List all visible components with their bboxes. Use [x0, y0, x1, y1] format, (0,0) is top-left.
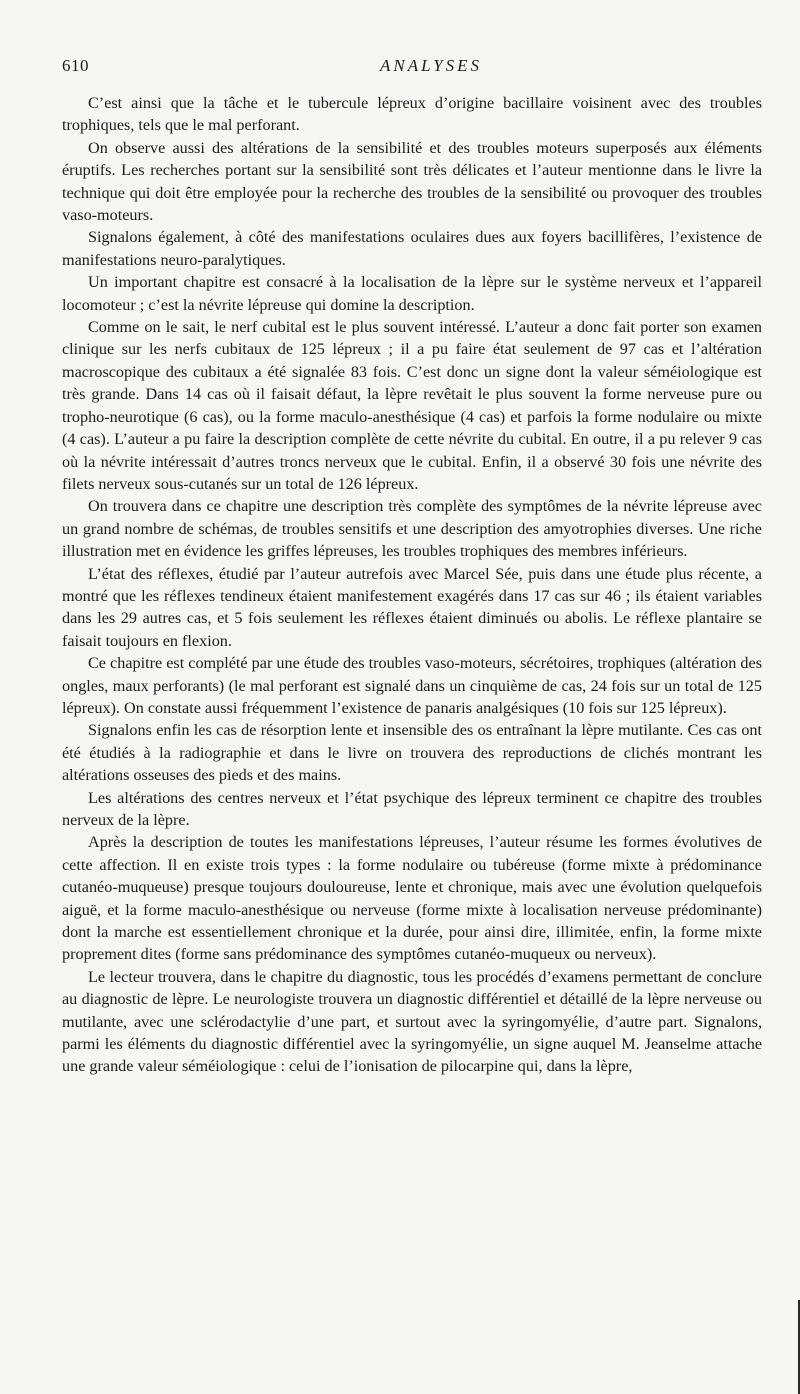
paragraph: On trouvera dans ce chapitre une description très complète des symptômes de la névrite lépreuse avec un grand nombre de schémas, de troubles sensitifs et une description des amyotrophies diverses. Une riche illustration met en évidence les griffes lépreuses, les troubles trophiques des membres inférieurs.: [62, 497, 762, 561]
paragraph: Après la description de toutes les manifestations lépreuses, l’auteur résume les formes évolutives de cette affection. Il en existe trois types : la forme nodulaire ou tubéreuse (forme mixte à prédominance cutanéo-muqueuse) presque toujours douloureuse, lente et chronique, mais avec une évolution quelquefois aiguë, et la forme maculo-anesthésique ou nerveuse (forme mixte à localisation nerveuse prédominante) dont la marche est essentiellement chronique et la durée, pour ainsi dire, illimitée, enfin, la forme mixte proprement dites (forme sans prédominance des symptômes cutanéo-muqueux ou nerveux).: [62, 833, 762, 964]
paragraph: L’état des réflexes, étudié par l’auteur autrefois avec Marcel Sée, puis dans une étude plus récente, a montré que les réflexes tendineux étaient manifestement exagérés dans 17 cas sur 46 ; ils étaient variables dans les 29 autres cas, et 5 fois seulement les réflexes étaient diminués ou abolis. Le réflexe plantaire se faisait toujours en flexion.: [62, 564, 762, 650]
paragraph: Ce chapitre est complété par une étude des troubles vaso-moteurs, sécrétoires, trophiques (altération des ongles, maux perforants) (le mal perforant est signalé dans un cinquième de cas, 24 fois sur un total de 125 lépreux). On constate aussi fréquemment l’existence de panaris analgésiques (10 fois sur 125 lépreux).: [62, 654, 762, 717]
text-body: [62, 92, 762, 1078]
page-header: [62, 56, 760, 80]
paragraph: Les altérations des centres nerveux et l’état psychique des lépreux terminent ce chapitre des troubles nerveux de la lèpre.: [62, 788, 762, 829]
paragraph: C’est ainsi que la tâche et le tubercule lépreux d’origine bacillaire voisinent avec des troubles trophiques, tels que le mal perforant.: [62, 94, 762, 135]
paragraph: Signalons enfin les cas de résorption lente et insensible des os entraînant la lèpre mutilante. Ces cas ont été étudiés à la radiographie et dans le livre on trouvera des reproductions de clichés montrant les altérations osseuses des pieds et des mains.: [62, 721, 762, 785]
paragraph: Le lecteur trouvera, dans le chapitre du diagnostic, tous les procédés d’examens permettant de conclure au diagnostic de lèpre. Le neurologiste trouvera un diagnostic différentiel et détaillé de la lèpre nerveuse ou mutilante, avec une sclérodactylie d’une part, et surtout avec la syringomyélie, d’autre part. Signalons, parmi les éléments du diagnostic différentiel avec la syringomyélie, un signe auquel M. Jeanselme attache une grande valeur séméiologique : celui de l’ionisation de pilocarpine qui, dans la lèpre,: [62, 967, 762, 1076]
paragraph: Comme on le sait, le nerf cubital est le plus souvent intéressé. L’auteur a donc fait porter son examen clinique sur les nerfs cubitaux de 125 lépreux ; il a pu faire état seulement de 97 cas et l’altération macroscopique des cubitaux a été signalée 83 fois. C’est donc un signe dont la valeur séméiologique est très grande. Dans 14 cas où il faisait défaut, la lèpre revêtait le plus souvent la forme nerveuse pure ou tropho-neurotique (6 cas), ou la forme maculo-anesthésique (4 cas) et parfois la forme nodulaire ou mixte (4 cas). L’auteur a pu faire la description complète de cette névrite du cubital. En outre, il a pu relever 9 cas où la névrite intéressait d’autres troncs nerveux que le cubital. Enfin, il a observé 30 fois une névrite des filets nerveux sous-cutanés sur un total de 126 lépreux.: [62, 318, 762, 493]
paragraph: On observe aussi des altérations de la sensibilité et des troubles moteurs superposés aux éléments éruptifs. Les recherches portant sur la sensibilité sont très délicates et l’auteur mentionne dans le livre la technique qui doit être employée pour la recherche des troubles de la sensibilité ou provoquer des troubles vaso-moteurs.: [62, 138, 762, 225]
paragraph: Signalons également, à côté des manifestations oculaires dues aux foyers bacillifères, l’existence de manifestations neuro-paralytiques.: [62, 228, 762, 269]
running-title: ANALYSES: [379, 56, 483, 75]
paragraph: Un important chapitre est consacré à la localisation de la lèpre sur le système nerveux et l’appareil locomoteur ; c’est la névrite lépreuse qui domine la description.: [62, 273, 762, 314]
page-number: 610: [62, 56, 89, 75]
